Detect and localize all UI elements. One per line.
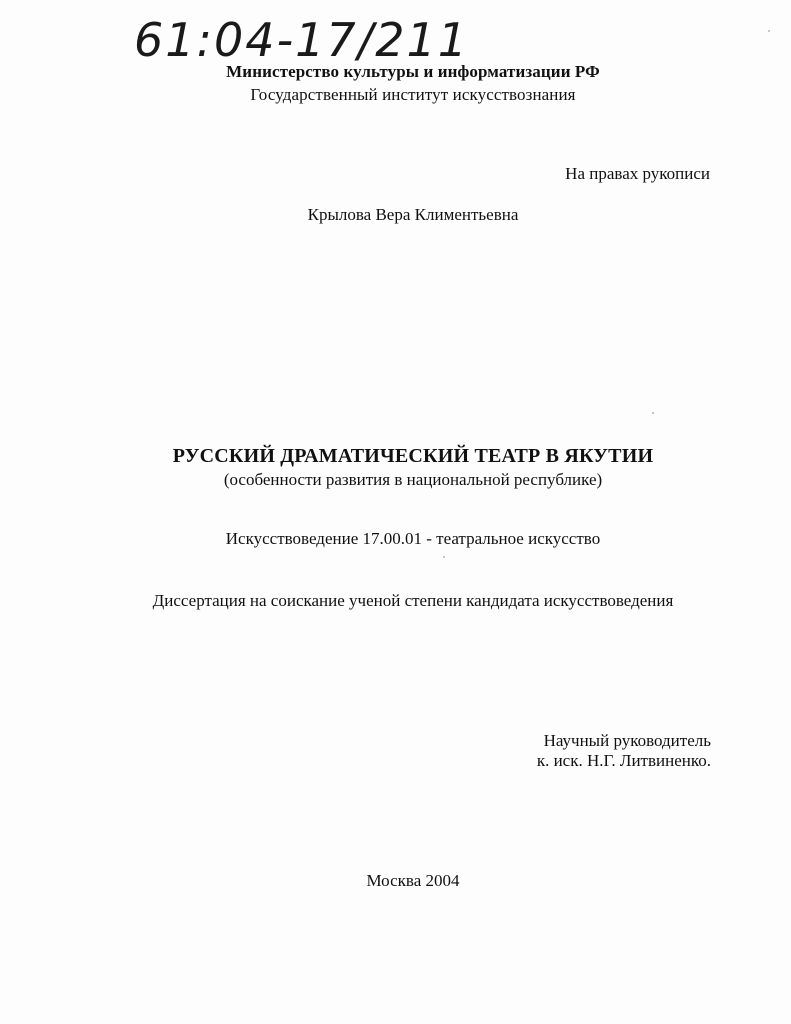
supervisor-label: Научный руководитель: [543, 731, 711, 750]
specialty-code: Искусствоведение 17.00.01 - театральное искусство: [225, 529, 601, 548]
scan-speck: [443, 556, 445, 558]
author-name: Крылова Вера Климентьевна: [307, 205, 519, 224]
supervisor-block: [537, 731, 711, 771]
manuscript-rights-note: На правах рукописи: [565, 164, 710, 183]
institute-name: Государственный институт искусствознания: [250, 85, 576, 104]
handwritten-archive-code: [130, 6, 490, 70]
dissertation-title: РУССКИЙ ДРАМАТИЧЕСКИЙ ТЕАТР В ЯКУТИИ: [172, 445, 654, 467]
dissertation-subtitle: (особенности развития в национальной республике): [223, 470, 603, 489]
scan-speck: [768, 30, 770, 32]
dissertation-type: Диссертация на соискание ученой степени кандидата искусствоведения: [152, 591, 674, 610]
supervisor-name: к. иск. Н.Г. Литвиненко.: [536, 751, 711, 770]
ministry-name: Министерство культуры и информатизации РФ: [226, 62, 600, 81]
scan-speck: [652, 412, 654, 414]
city-and-year: Москва 2004: [366, 871, 460, 890]
handwritten-code-text: 61:04-17/211: [134, 13, 469, 67]
